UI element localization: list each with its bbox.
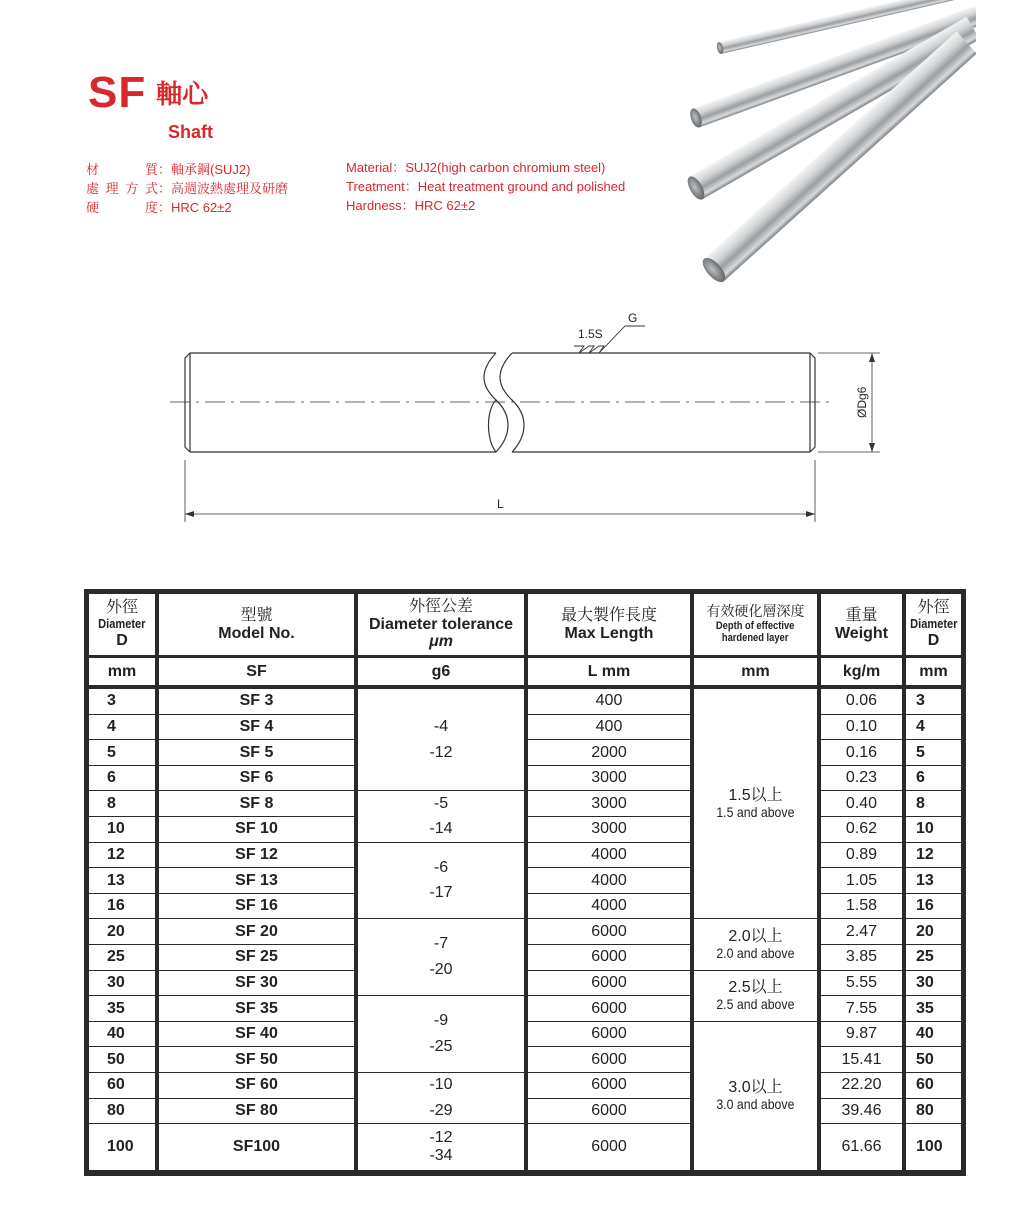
header-max-length-zh: 最大製作長度 [560,606,657,624]
cell-diameter-2: 13 [906,868,961,893]
spec-value: ：HRC 62±2 [401,198,476,213]
header-model-zh: 型號 [240,606,273,624]
cell-diameter: 13 [89,868,155,893]
cell-diameter: 6 [89,766,155,791]
cell-diameter-2: 100 [906,1124,961,1170]
cell-model: SF 6 [159,766,354,791]
depth-en: 2.0 and above [716,944,795,961]
tolerance-lower: -34 [429,1147,453,1165]
cell-diameter-2: 40 [906,1022,961,1047]
tolerance-upper: -7 [433,935,449,953]
header-weight-en: Weight [834,624,889,642]
cell-tolerance [358,791,524,841]
depth-en: 2.5 and above [716,995,795,1012]
tolerance-upper: -6 [433,858,449,876]
tolerance-lower: -25 [429,1038,453,1056]
header-depth [694,594,817,655]
spec-value: ：HRC 62±2 [158,200,232,215]
header-model-en: Model No. [218,624,295,642]
cell-model: SF 12 [159,843,354,868]
cell-model: SF 35 [159,996,354,1021]
break-curve-left [484,353,508,452]
cell-diameter-2: 16 [906,894,961,919]
cell-diameter: 100 [89,1124,155,1170]
cell-weight: 9.87 [821,1022,902,1047]
cell-weight: 0.06 [821,689,902,714]
spec-row [346,196,625,215]
cell-diameter-2: 20 [906,919,961,944]
cell-weight: 2.47 [821,919,902,944]
cell-weight: 0.40 [821,791,902,816]
cell-model: SF 20 [159,919,354,944]
shaft-photo [676,0,976,300]
cell-weight: 1.05 [821,868,902,893]
spec-table-grid [84,589,966,1176]
cell-weight: 0.89 [821,843,902,868]
cell-diameter-2: 35 [906,996,961,1021]
cell-model: SF 5 [159,740,354,765]
cell-model: SF 80 [159,1099,354,1124]
shaft-drawing [0,300,1024,540]
cell-model: SF 8 [159,791,354,816]
cell-diameter-2: 3 [906,689,961,714]
header-diameter-2-symbol: D [927,631,940,649]
unit-cell: mm [89,658,155,685]
cell-max-length: 4000 [528,868,690,893]
header-max-length-en: Max Length [564,624,654,642]
cell-max-length: 3000 [528,766,690,791]
header-tolerance-unit: μm [429,633,453,651]
spec-row [86,160,288,179]
surface-finish-label: 1.5S [578,327,603,341]
header-tolerance [358,594,524,655]
depth-en: 3.0 and above [716,1096,795,1113]
unit-cell: kg/m [821,658,902,685]
unit-cell: mm [694,658,817,685]
header-diameter-2-en: Diameter [909,616,958,632]
cell-model: SF 3 [159,689,354,714]
grind-mark-label: G [628,311,638,325]
tolerance-lower: -17 [429,884,453,902]
cell-max-length: 6000 [528,945,690,970]
header-diameter-2 [906,594,961,655]
cell-diameter-2: 80 [906,1099,961,1124]
spec-value: ：Heat treatment ground and polished [404,179,626,194]
depth-zh: 2.0以上 [728,927,783,945]
cell-weight: 0.16 [821,740,902,765]
cell-weight: 7.55 [821,996,902,1021]
header-diameter-zh: 外徑 [105,599,138,617]
cell-diameter-2: 5 [906,740,961,765]
cell-weight: 0.23 [821,766,902,791]
cell-weight: 39.46 [821,1099,902,1124]
cell-max-length: 6000 [528,1099,690,1124]
cell-weight: 15.41 [821,1047,902,1072]
cell-diameter: 12 [89,843,155,868]
header-weight-zh: 重量 [845,606,878,624]
cell-diameter: 8 [89,791,155,816]
product-code: SF [88,68,147,117]
cell-model: SF 4 [159,715,354,740]
spec-list-en [346,158,625,215]
header-depth-zh: 有效硬化層深度 [706,603,805,620]
unit-cell: g6 [358,658,524,685]
spec-label: Hardness [346,198,402,213]
product-title-zh: 軸心 [156,79,209,109]
cell-max-length: 3000 [528,791,690,816]
cell-model: SF 40 [159,1022,354,1047]
cell-diameter: 30 [89,971,155,996]
depth-en: 1.5 and above [716,803,795,820]
spec-label: Material [346,160,393,175]
cell-diameter-2: 10 [906,817,961,842]
depth-zh: 3.0以上 [728,1079,783,1097]
spec-row [86,179,288,198]
cell-depth [694,689,817,918]
tolerance-upper: -10 [429,1076,453,1094]
depth-zh: 1.5以上 [728,786,783,804]
cell-depth [694,919,817,969]
tolerance-lower: -12 [429,743,453,761]
header-depth-en-1: Depth of effective [716,620,795,633]
cell-weight: 0.10 [821,715,902,740]
cell-model: SF 13 [159,868,354,893]
cell-model: SF 16 [159,894,354,919]
tolerance-upper: -9 [433,1012,449,1030]
cell-tolerance [358,1124,524,1170]
cell-weight: 22.20 [821,1073,902,1098]
spec-value: ：SUJ2(high carbon chromium steel) [392,160,606,175]
cell-diameter: 25 [89,945,155,970]
cell-diameter-2: 30 [906,971,961,996]
tolerance-lower: -14 [429,820,453,838]
shaft-left-segment [185,353,496,452]
cell-max-length: 6000 [528,919,690,944]
cell-diameter: 60 [89,1073,155,1098]
header-model [159,594,354,655]
cell-tolerance [358,843,524,919]
cell-diameter: 20 [89,919,155,944]
cell-diameter: 80 [89,1099,155,1124]
unit-cell: SF [159,658,354,685]
page-title [88,68,208,118]
header-max-length [528,594,690,655]
header-diameter-2-zh: 外徑 [917,599,950,617]
break-curve-right [500,353,524,452]
spec-list-zh [86,160,288,217]
header-weight [821,594,902,655]
cell-weight: 1.58 [821,894,902,919]
cell-model: SF100 [159,1124,354,1170]
cell-diameter: 5 [89,740,155,765]
cell-diameter-2: 50 [906,1047,961,1072]
tolerance-lower: -20 [429,961,453,979]
tolerance-lower: -29 [429,1102,453,1120]
cell-diameter-2: 60 [906,1073,961,1098]
cell-diameter-2: 25 [906,945,961,970]
cell-max-length: 400 [528,689,690,714]
cell-diameter: 16 [89,894,155,919]
spec-label: 材 質 [86,162,158,177]
cell-diameter: 40 [89,1022,155,1047]
cell-weight: 5.55 [821,971,902,996]
cell-diameter: 35 [89,996,155,1021]
spec-row [86,198,288,217]
header-diameter [89,594,155,655]
cell-max-length: 6000 [528,1047,690,1072]
cell-diameter: 10 [89,817,155,842]
cell-diameter: 4 [89,715,155,740]
tolerance-upper: -5 [433,794,449,812]
spec-value: ：軸承鋼(SUJ2) [158,162,251,177]
cell-max-length: 6000 [528,1022,690,1047]
cell-model: SF 60 [159,1073,354,1098]
cell-max-length: 6000 [528,971,690,996]
cell-tolerance [358,996,524,1072]
cell-diameter-2: 4 [906,715,961,740]
cell-model: SF 30 [159,971,354,996]
cell-weight: 0.62 [821,817,902,842]
cell-diameter: 3 [89,689,155,714]
product-title-en: Shaft [168,122,213,142]
cell-max-length: 400 [528,715,690,740]
cell-max-length: 2000 [528,740,690,765]
tolerance-upper: -12 [429,1129,453,1147]
header-diameter-en: Diameter [98,616,146,632]
cell-max-length: 3000 [528,817,690,842]
cell-depth [694,971,817,1021]
length-label: L [497,497,504,511]
spec-table [84,589,966,1176]
unit-cell: L mm [528,658,690,685]
cell-max-length: 4000 [528,894,690,919]
cell-max-length: 6000 [528,996,690,1021]
cell-weight: 61.66 [821,1124,902,1170]
cell-tolerance [358,1073,524,1123]
cell-depth [694,1022,817,1170]
header-tolerance-zh: 外徑公差 [408,597,473,615]
depth-zh: 2.5以上 [728,978,783,996]
spec-value: ：高週波熱處理及研磨 [158,181,289,196]
cell-model: SF 50 [159,1047,354,1072]
cell-diameter-2: 6 [906,766,961,791]
header-tolerance-en: Diameter tolerance [368,615,514,633]
spec-label: 硬 度 [86,200,158,215]
unit-cell: mm [906,658,961,685]
spec-label: 處理方式 [86,181,158,196]
cell-diameter-2: 8 [906,791,961,816]
cell-max-length: 4000 [528,843,690,868]
cell-model: SF 10 [159,817,354,842]
cell-diameter: 50 [89,1047,155,1072]
tolerance-upper: -4 [433,717,449,735]
cell-weight: 3.85 [821,945,902,970]
cell-tolerance [358,919,524,995]
header-diameter-symbol: D [116,631,128,649]
shaft-right-segment [512,353,815,452]
diameter-label: ØDg6 [855,386,869,418]
spec-row [346,177,625,196]
cell-diameter-2: 12 [906,843,961,868]
cell-model: SF 25 [159,945,354,970]
cell-max-length: 6000 [528,1124,690,1170]
cell-tolerance [358,689,524,790]
spec-label: Treatment [346,179,405,194]
cell-max-length: 6000 [528,1073,690,1098]
header-depth-en-2: hardened layer [722,632,789,645]
spec-row [346,158,625,177]
